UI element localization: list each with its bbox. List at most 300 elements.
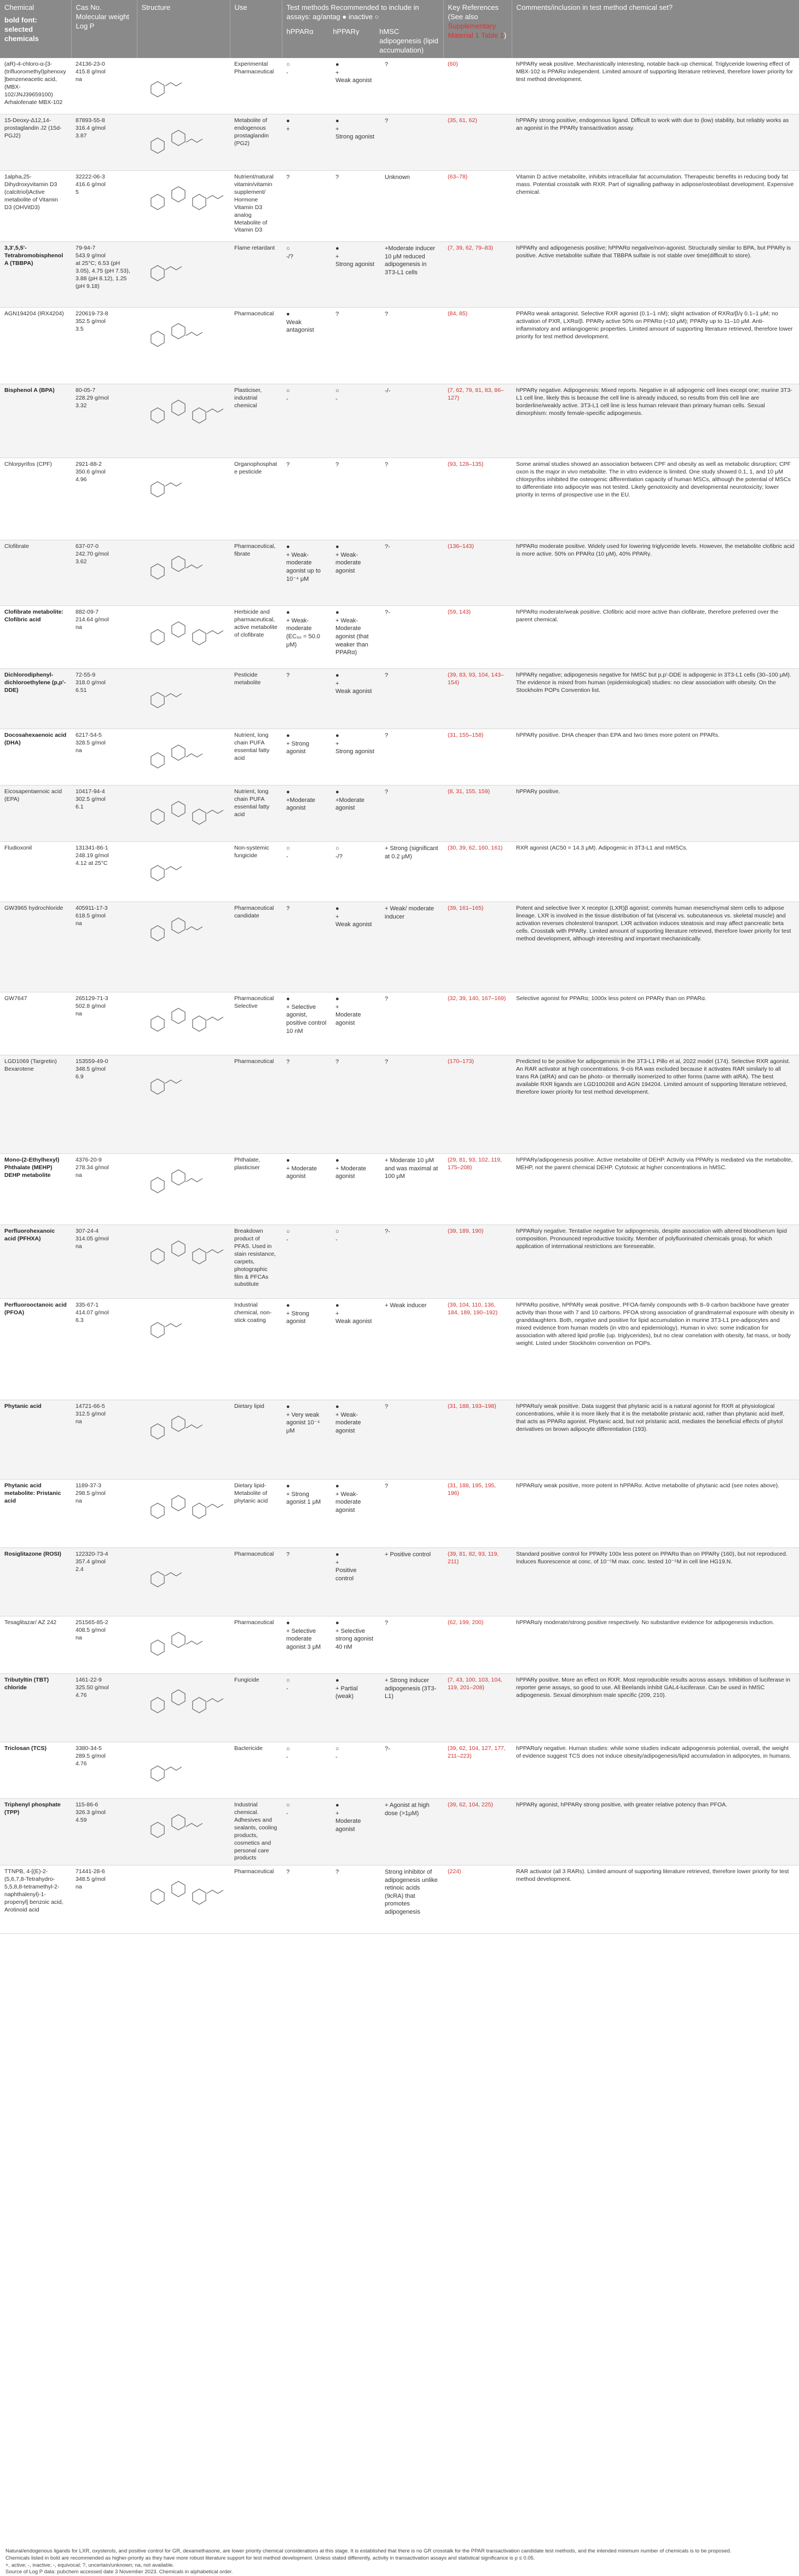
chemical-name: Perfluorooctanoic acid (PFOA) <box>0 1299 71 1400</box>
table-header <box>0 0 799 58</box>
reference-link[interactable]: (60) <box>448 61 458 68</box>
key-references[interactable] <box>443 540 512 606</box>
hppara-result: ? <box>282 171 331 242</box>
hpparg-result: ● + Weak-Moderate agonist (that weaker than PPARα) <box>331 606 380 669</box>
hmsc-result: ? <box>380 458 443 540</box>
reference-link[interactable]: (31, 188, 193–198) <box>448 1403 496 1410</box>
comments-cell: hPPARγ positive. More an effect on RXR. Most reproducible results across assays. Inhibition of luciferase in reporter gene assays, so good to use. All Beelands inhibit GAL4-luciferase. Can be used in hMSC adipogenesis. Sexual dimorphism male specific (209, 210). <box>512 1674 799 1742</box>
chemical-name: Rosiglitazone (ROSI) <box>0 1548 71 1616</box>
cas-mw-logp: 1461-22-9 325.50 g/mol 4.76 <box>71 1674 137 1742</box>
comments-cell: hPPARγ and adipogenesis positive; hPPARα negative/non-agonist. Structurally similar to BPA, but PPARγ is positive. Active metabolite sulfate that TBBPA sulfate is not stable over time(difficult to store). <box>512 242 799 308</box>
key-references[interactable] <box>443 242 512 308</box>
structure-drawing <box>141 310 223 361</box>
structure-cell <box>137 171 230 242</box>
key-references[interactable] <box>443 1154 512 1225</box>
table-row <box>0 785 799 842</box>
structure-drawing <box>141 174 223 224</box>
table-row <box>0 308 799 384</box>
chemical-name: GW7647 <box>0 992 71 1055</box>
reference-link[interactable]: (32, 39, 140, 167–169) <box>448 995 506 1002</box>
hpparg-result: ? <box>331 458 380 540</box>
cas-mw-logp: 335-67-1 414.07 g/mol 6.3 <box>71 1299 137 1400</box>
structure-drawing <box>141 245 223 295</box>
structure-cell <box>137 1865 230 1934</box>
reference-link[interactable]: (7, 43, 100, 103, 104, 119, 201–208) <box>448 1677 502 1691</box>
key-references[interactable] <box>443 669 512 729</box>
reference-link[interactable]: (63–78) <box>448 174 468 181</box>
hppara-result: ● + Moderate agonist <box>282 1154 331 1225</box>
reference-link[interactable]: (84, 85) <box>448 310 468 317</box>
key-references[interactable] <box>443 842 512 902</box>
hpparg-result: ● + Selective strong agonist 40 nM <box>331 1616 380 1674</box>
hmsc-result: + Strong inducer adipogenesis (3T3-L1) <box>380 1674 443 1742</box>
use-cell: Pharmaceutical <box>230 308 282 384</box>
use-cell: Pesticide metabolite <box>230 669 282 729</box>
cas-mw-logp: 1189-37-3 298.5 g/mol na <box>71 1480 137 1548</box>
use-cell: Pharmaceutical <box>230 1616 282 1674</box>
table-row <box>0 1616 799 1674</box>
key-references[interactable] <box>443 1865 512 1934</box>
chemical-name: AGN194204 (IRX4204) <box>0 308 71 384</box>
comments-cell: hPPARα/γ negative. Tentative negative for adipogenesis, despite association with altered blood/serum lipid composition. Pronounced reproductive toxicity. Member of polyfluorinated chemicals group, for which application of international restrictions are foreseeable. <box>512 1225 799 1299</box>
hpparg-result: ● + Strong agonist <box>331 729 380 785</box>
key-references[interactable] <box>443 1299 512 1400</box>
supplementary-link[interactable]: Supplementary Material 1 Table 1 <box>448 21 504 39</box>
header-hpparg: hPPARγ <box>333 27 360 36</box>
hpparg-result: ? <box>331 1055 380 1154</box>
table-body <box>0 58 799 1933</box>
chemical-name: GW3965 hydrochloride <box>0 902 71 992</box>
key-references[interactable] <box>443 729 512 785</box>
cas-mw-logp: 220619-73-8 352.5 g/mol 3.5 <box>71 308 137 384</box>
table-row <box>0 458 799 540</box>
use-cell: Fungicide <box>230 1674 282 1742</box>
hpparg-result: ● + Weak-moderate agonist <box>331 540 380 606</box>
structure-drawing <box>141 61 223 111</box>
comments-cell: hPPARα/γ weak positive, more potent in hPPARα. Active metabolite of phytanic acid (see notes above). <box>512 1480 799 1548</box>
key-references[interactable] <box>443 1548 512 1616</box>
hmsc-result: + Weak inducer <box>380 1299 443 1400</box>
cas-mw-logp: 115-86-6 326.3 g/mol 4.59 <box>71 1799 137 1865</box>
hpparg-result: ● + Moderate agonist <box>331 992 380 1055</box>
chemical-name: Docosahexaenoic acid (DHA) <box>0 729 71 785</box>
reference-link[interactable]: (30, 39, 62, 160, 161) <box>448 845 503 852</box>
hppara-result: ? <box>282 458 331 540</box>
hmsc-result: ? <box>380 1055 443 1154</box>
comments-cell: hPPARα positive, hPPARγ weak positive. PFOA-family compounds with 8–9 carbon backbone have greater activity than those with 7 and 10 carbons. PFOA strong association of grandmaternal exposure with obesity in granddaughters. Both, negative and positive for lipid accumulation in murine 3T3-L1 pre-adipocytes and mixed evidence from human models (in vitro and epidemiology). Human in vivo: some indication for association with altered lipid profile (up. triglycerides), but no clear correlation with obesity, fat mass, or body weight. Listed under Stockholm convention on POPs. <box>512 1299 799 1400</box>
hpparg-result: ● + Moderate agonist <box>331 1799 380 1865</box>
hpparg-result: ? <box>331 1865 380 1934</box>
structure-cell <box>137 606 230 669</box>
structure-drawing <box>141 1745 223 1795</box>
structure-drawing <box>141 1302 223 1352</box>
key-references[interactable] <box>443 1742 512 1799</box>
structure-drawing <box>141 1157 223 1207</box>
key-references[interactable] <box>443 1055 512 1154</box>
chemical-name: (aR)-4-chloro-α-[3-(trifluoromethyl)phenoxy]benzeneacetic acid, (MBX-102/JNJ39659100) Arhalofenate MBX-102 <box>0 58 71 114</box>
footnotes <box>0 2548 799 2576</box>
structure-drawing <box>141 1801 223 1852</box>
structure-cell <box>137 1548 230 1616</box>
key-references[interactable] <box>443 171 512 242</box>
hmsc-result: + Strong (significant at 0.2 μM) <box>380 842 443 902</box>
table-row <box>0 902 799 992</box>
hppara-result: ○ - <box>282 1742 331 1799</box>
cas-mw-logp: 6217-54-5 328.5 g/mol na <box>71 729 137 785</box>
hpparg-result: ● + Weak agonist <box>331 58 380 114</box>
key-references[interactable] <box>443 1400 512 1480</box>
hmsc-result: ? <box>380 992 443 1055</box>
comments-cell: hPPARγ negative. Adipogenesis: Mixed reports. Negative in all adipogenic cell lines except one; murine 3T3-L1 cell line, likely this is because the cell line is already induced, so results from this cell line are borderline/weakly active. 3T3-L1 cell line is less human relevant than primary human cells. Sexual dimorphism: mostly female-specific adipogenesis. <box>512 384 799 458</box>
hppara-result: ● +Moderate agonist <box>282 785 331 842</box>
reference-link[interactable]: (29, 81, 93, 102, 119, 175–208) <box>448 1157 502 1171</box>
structure-drawing <box>141 1619 223 1670</box>
cas-mw-logp: 251565-85-2 408.5 g/mol na <box>71 1616 137 1674</box>
hppara-result: ? <box>282 902 331 992</box>
structure-drawing <box>141 387 223 437</box>
header-structure: Structure <box>137 0 230 58</box>
cas-mw-logp: 14721-66-5 312.5 g/mol na <box>71 1400 137 1480</box>
comments-cell: Potent and selective liver X receptor (LXR)β agonist; commits human mesenchymal stem cells to adipose lineage. LXR is involved in the tissue distribution of fat (visceral vs. subcutaneous vs. skeletal muscle) and activation reverses cholesterol transport. LXR activation induces steatosis and may affect pancreatic beta cells. Crosstalk with PPARγ. Limited amount of supporting literature retrieved, therefore lower priority for test method development, although interesting and important mechanistically. <box>512 902 799 992</box>
table-row <box>0 1299 799 1400</box>
structure-cell <box>137 540 230 606</box>
use-cell: Pharmaceutical <box>230 1865 282 1934</box>
chemical-name: Clofibrate <box>0 540 71 606</box>
key-references[interactable] <box>443 785 512 842</box>
hmsc-result: ?- <box>380 606 443 669</box>
structure-cell <box>137 1480 230 1548</box>
cas-mw-logp: 882-09-7 214.64 g/mol na <box>71 606 137 669</box>
comments-cell: Predicted to be positive for adipogenesis in the 3T3-L1 Pillo et al, 2022 model (174). Selective RXR agonist. An RAR activator at high concentrations. 9-cis RA was excluded because it activates RAR similarly to all trans RA (atRA) and can be photo- or thermally isomerized to other forms (same with atRA). The best available RXR ligands are LGD100268 and AGN 194204. Limited amount of supporting literature retrieved, therefore lower priority for test method development. <box>512 1055 799 1154</box>
hmsc-result: + Weak/ moderate inducer <box>380 902 443 992</box>
structure-cell <box>137 1055 230 1154</box>
structure-cell <box>137 308 230 384</box>
cas-mw-logp: 10417-94-4 302.5 g/mol 6.1 <box>71 785 137 842</box>
key-references[interactable] <box>443 1799 512 1865</box>
header-comments: Comments/inclusion in test method chemical set? <box>512 0 799 58</box>
structure-cell <box>137 1616 230 1674</box>
key-references[interactable] <box>443 606 512 669</box>
chemical-name: 1alpha,25-Dihydroxyvitamin D3 (calcitriol)Active metabolite of Vitamin D3 (OHVitD3) <box>0 171 71 242</box>
use-cell: Dietary lipid <box>230 1400 282 1480</box>
structure-drawing <box>141 788 223 839</box>
use-cell: Industrial chemical, non-stick coating <box>230 1299 282 1400</box>
header-chemical: Chemical bold font: selected chemicals <box>0 0 71 58</box>
use-cell: Nutrient/natural vitamin/vitamin supplement/ Hormone Vitamin D3 analog Metabolite of Vitamin D3 <box>230 171 282 242</box>
comments-cell: hPPARγ strong positive, endogenous ligand. Difficult to work with due to (low) stability, but reliably works as an agonist in the PPARγ transactivation assay. <box>512 114 799 171</box>
hppara-result: ● + Selective agonist, positive control 10 nM <box>282 992 331 1055</box>
header-hmsc: hMSC adipogenesis (lipid accumulation) <box>379 27 438 54</box>
table-row <box>0 1055 799 1154</box>
hpparg-result: ● + Partial (weak) <box>331 1674 380 1742</box>
comments-cell: Selective agonist for PPARα; 1000x less potent on PPARγ than on PPARα. <box>512 992 799 1055</box>
chemical-name: Mono-(2-Ethylhexyl) Phthalate (MEHP) DEHP metabolite <box>0 1154 71 1225</box>
chemical-name: Triphenyl phosphate (TPP) <box>0 1799 71 1865</box>
chemical-name: TTNPB, 4-[(E)-2-(5,6,7,8-Tetrahydro-5,5,8,8-tetramethyl-2-naphthalenyl)-1-propenyl] benzoic acid, Arotinoid acid <box>0 1865 71 1934</box>
reference-link[interactable]: (31, 155–158) <box>448 732 484 739</box>
table-row <box>0 1865 799 1934</box>
comments-cell: Vitamin D active metabolite, inhibits intracellular fat accumulation. Therapeutic benefits in reducing body fat mass. Potential crosstalk with RXR. Part of signalling pathway in adipose/osteoblast development. Expensive chemical. <box>512 171 799 242</box>
table-row <box>0 992 799 1055</box>
chemical-name: Eicosapentaenoic acid (EPA) <box>0 785 71 842</box>
comments-cell: hPPARα moderate/weak positive. Clofibric acid more active than clofibrate, therefore preferred over the parent chemical. <box>512 606 799 669</box>
table-row <box>0 669 799 729</box>
use-cell: Breakdown product of PFAS. Used in stain resistance, carpets, photographic film & PFCAs substitute <box>230 1225 282 1299</box>
structure-cell <box>137 902 230 992</box>
reference-link[interactable]: (39, 189, 190) <box>448 1228 484 1235</box>
use-cell: Pharmaceutical <box>230 1055 282 1154</box>
use-cell: Pharmaceutical <box>230 1548 282 1616</box>
table-row <box>0 1154 799 1225</box>
hmsc-result: + Moderate 10 μM and was maximal at 100 μM <box>380 1154 443 1225</box>
hpparg-result: ● + Weak-moderate agonist <box>331 1400 380 1480</box>
header-use: Use <box>230 0 282 58</box>
structure-cell <box>137 842 230 902</box>
hppara-result: ? <box>282 1865 331 1934</box>
hppara-result: ○ - <box>282 842 331 902</box>
hppara-result: ○ - <box>282 58 331 114</box>
reference-link[interactable]: (170–173) <box>448 1058 474 1065</box>
use-cell: Herbicide and pharmaceutical, active metabolite of clofibrate <box>230 606 282 669</box>
hmsc-result: + Agonist at high dose (>1μM) <box>380 1799 443 1865</box>
header-hppara: hPPARα <box>286 27 314 36</box>
hpparg-result: ● + Strong agonist <box>331 114 380 171</box>
comments-cell: RXR agonist (AC50 = 14.3 μM). Adipogenic in 3T3-L1 and mMSCs. <box>512 842 799 902</box>
reference-link[interactable]: (8, 31, 155, 159) <box>448 788 490 795</box>
reference-link[interactable]: (7, 39, 62, 79–83) <box>448 245 493 252</box>
comments-cell: hPPARα/γ moderate/strong positive respectively. No substantive evidence for adipogenesis induction. <box>512 1616 799 1674</box>
reference-link[interactable]: (136–143) <box>448 543 474 550</box>
structure-drawing <box>141 1868 223 1919</box>
structure-drawing <box>141 1551 223 1601</box>
hppara-result: ? <box>282 1548 331 1616</box>
hmsc-result: Strong inhibitor of adipogenesis unlike retinoic acids (9cRA) that promotes adipogenesis <box>380 1865 443 1934</box>
key-references[interactable] <box>443 308 512 384</box>
hpparg-result: ● + Weak agonist <box>331 1299 380 1400</box>
table-row <box>0 540 799 606</box>
hppara-result: ○ -/? <box>282 242 331 308</box>
hpparg-result: ○ - <box>331 1742 380 1799</box>
chemical-name: Clofibrate metabolite: Clofibric acid <box>0 606 71 669</box>
use-cell: Nutrient, long chain PUFA essential fatty acid <box>230 729 282 785</box>
reference-link[interactable]: (39, 62, 104, 225) <box>448 1801 493 1809</box>
chemical-name: Triclosan (TCS) <box>0 1742 71 1799</box>
cas-mw-logp: 72-55-9 318.0 g/mol 6.51 <box>71 669 137 729</box>
use-cell: Plasticiser, industrial chemical <box>230 384 282 458</box>
chemical-name: Tributyltin (TBT) chloride <box>0 1674 71 1742</box>
structure-drawing <box>141 117 223 168</box>
hpparg-result: ○ -/? <box>331 842 380 902</box>
structure-drawing <box>141 1677 223 1727</box>
hppara-result: ● + Very weak agonist 10⁻⁴ μM <box>282 1400 331 1480</box>
cas-mw-logp: 122320-73-4 357.4 g/mol 2.4 <box>71 1548 137 1616</box>
hmsc-result: ? <box>380 1616 443 1674</box>
structure-drawing <box>141 732 223 782</box>
structure-cell <box>137 729 230 785</box>
structure-cell <box>137 242 230 308</box>
use-cell: Organophosphate pesticide <box>230 458 282 540</box>
structure-cell <box>137 669 230 729</box>
chemical-name: Fludioxonil <box>0 842 71 902</box>
table-row <box>0 114 799 171</box>
cas-mw-logp: 79-94-7 543.9 g/mol at 25°C; 6.53 (pH 3.05), 4.75 (pH 7.53), 3.88 (pH 8.12), 1.25 (pH 9.18) <box>71 242 137 308</box>
cas-mw-logp: 3380-34-5 289.5 g/mol 4.76 <box>71 1742 137 1799</box>
use-cell: Phthalate, plasticiser <box>230 1154 282 1225</box>
hpparg-result: ● + Weak agonist <box>331 669 380 729</box>
chemical-name: Phytanic acid <box>0 1400 71 1480</box>
structure-cell <box>137 1299 230 1400</box>
cas-mw-logp: 2921-88-2 350.6 g/mol 4.96 <box>71 458 137 540</box>
cas-mw-logp: 4376-20-9 278.34 g/mol na <box>71 1154 137 1225</box>
structure-drawing <box>141 1403 223 1453</box>
use-cell: Nutrient, long chain PUFA essential fatty acid <box>230 785 282 842</box>
reference-link[interactable]: (39, 62, 104, 127, 177, 211–223) <box>448 1745 506 1760</box>
reference-link[interactable]: (31, 188, 195, 195, 196) <box>448 1482 496 1497</box>
reference-link[interactable]: (62, 199, 200) <box>448 1619 484 1626</box>
hppara-result: ○ - <box>282 1225 331 1299</box>
structure-drawing <box>141 461 223 511</box>
use-cell: Pharmaceutical candidate <box>230 902 282 992</box>
key-references[interactable] <box>443 458 512 540</box>
table-row <box>0 171 799 242</box>
chemical-name: 15-Deoxy-Δ12,14-prostaglandin J2 (15d-PGJ2) <box>0 114 71 171</box>
comments-cell: Standard positive control for PPARγ 100x less potent on PPARα than on PPARγ (160), but not reproduced. Induces fluorescence at conc. of 10⁻⁵M max. conc. tested 10⁻⁵M in cell line HG19.N. <box>512 1548 799 1616</box>
comments-cell: PPARα weak antagonist. Selective RXR agonist (0.1–1 nM); slight activation of RXRα/β/γ 0.1–1 μM; no activation of PXR, LXRα/β. PPARγ active 50% on PPARα (<10 μM); PPARγ up to 11–10 μM. Anti-inflammatory and antiangiogenic properties. Limited amount of supporting literature retrieved, therefore lower priority for test method development. <box>512 308 799 384</box>
hmsc-result: ? <box>380 58 443 114</box>
reference-link[interactable]: (7, 62, 79, 81, 83, 86–127) <box>448 387 504 402</box>
hppara-result: ○ - <box>282 1799 331 1865</box>
key-references[interactable] <box>443 114 512 171</box>
structure-drawing <box>141 672 223 722</box>
structure-cell <box>137 992 230 1055</box>
table-row <box>0 606 799 669</box>
header-key-references: Key References (See also Supplementary Material 1 Table 1) <box>443 0 512 58</box>
structure-cell <box>137 458 230 540</box>
structure-drawing <box>141 1058 223 1108</box>
key-references[interactable] <box>443 1480 512 1548</box>
key-references[interactable] <box>443 1616 512 1674</box>
key-references[interactable] <box>443 384 512 458</box>
structure-drawing <box>141 1228 223 1278</box>
cas-mw-logp: 32222-06-3 416.6 g/mol 5 <box>71 171 137 242</box>
hpparg-result: ● + Positive control <box>331 1548 380 1616</box>
hppara-result: ● + Selective moderate agonist 3 μM <box>282 1616 331 1674</box>
comments-cell: hPPARγ negative; adipogenesis negative for hMSC but p,p'-DDE is adipogenic in 3T3-L1 cells (30–100 μM). The evidence is mixed from human (epidemiological) studies: no clear association with obesity. On the Stockholm POPs Convention list. <box>512 669 799 729</box>
use-cell: Industrial chemical. Adhesives and sealants, cooling products, cosmetics and personal care products <box>230 1799 282 1865</box>
reference-link[interactable]: (39, 83, 93, 104, 143–154) <box>448 672 504 686</box>
hppara-result: ○ - <box>282 1674 331 1742</box>
reference-link[interactable]: (59, 143) <box>448 609 471 616</box>
table-row <box>0 58 799 114</box>
hmsc-result: ? <box>380 1480 443 1548</box>
hpparg-result: ● + Moderate agonist <box>331 1154 380 1225</box>
cas-mw-logp: 71441-28-6 348.5 g/mol na <box>71 1865 137 1934</box>
comments-cell: hPPARα moderate positive. Widely used for lowering triglyceride levels. However, the metabolite clofibric acid is more active. 50% on PPARα (10 μM), 40% PPARγ. <box>512 540 799 606</box>
structure-drawing <box>141 543 223 593</box>
hppara-result: ● + Weak-moderate (EC₅₀ = 50.0 μM) <box>282 606 331 669</box>
hpparg-result: ● +Moderate agonist <box>331 785 380 842</box>
cas-mw-logp: 24136-23-0 415.8 g/mol na <box>71 58 137 114</box>
structure-drawing <box>141 995 223 1046</box>
header-test-methods: Test methods Recommended to include in assays: ag/antag ● inactive ○ hPPARα hPPARγ hMSC adipogenesis (lipid accumulation) <box>282 0 443 58</box>
hppara-result: ? <box>282 669 331 729</box>
hppara-result: ● + Weak-moderate agonist up to 10⁻⁴ μM <box>282 540 331 606</box>
reference-link[interactable]: (35, 61, 62) <box>448 117 477 124</box>
hppara-result: ? <box>282 1055 331 1154</box>
cas-mw-logp: 637-07-0 242.70 g/mol 3.62 <box>71 540 137 606</box>
key-references[interactable] <box>443 902 512 992</box>
chemical-name: Phytanic acid metabolite: Pristanic acid <box>0 1480 71 1548</box>
table-row <box>0 1548 799 1616</box>
cas-mw-logp: 153559-49-0 348.5 g/mol 6.9 <box>71 1055 137 1154</box>
cas-mw-logp: 131341-86-1 248.19 g/mol 4.12 at 25°C <box>71 842 137 902</box>
footnote-3: +, active; -, inactive; -, equivocal; ?, uncertain/unknown; na, not available. <box>5 2562 175 2568</box>
cas-mw-logp: 265129-71-3 502.8 g/mol na <box>71 992 137 1055</box>
key-references[interactable] <box>443 58 512 114</box>
reference-link[interactable]: (39, 81, 82, 93, 119, 211) <box>448 1551 499 1566</box>
key-references[interactable] <box>443 1225 512 1299</box>
reference-link[interactable]: (39, 104, 110, 136, 184, 189, 190–192) <box>448 1302 498 1316</box>
structure-drawing <box>141 609 223 659</box>
structure-cell <box>137 1674 230 1742</box>
key-references[interactable] <box>443 992 512 1055</box>
footnote-1: Natural/endogenous ligands for LXR, oxysterols, and positive control for GR, dexamethasone, are lower priority chemical considerations at this stage. It is established that there is no GR crosstalk for the PPAR transactivation candidate test methods, and the intended minimum number of chemicals is to be proposed. <box>5 2548 732 2554</box>
structure-drawing <box>141 905 223 955</box>
use-cell: Experimental Pharmaceutical <box>230 58 282 114</box>
hmsc-result: ? <box>380 114 443 171</box>
structure-drawing <box>141 845 223 895</box>
structure-cell <box>137 1799 230 1865</box>
structure-cell <box>137 114 230 171</box>
key-references[interactable] <box>443 1674 512 1742</box>
table-row <box>0 1799 799 1865</box>
comments-cell: hPPARγ positive. <box>512 785 799 842</box>
comments-cell: Some animal studies showed an association between CPF and obesity as well as metabolic disruption; CPF oxon is the major in vivo metabolite. The in vitro evidence is limited. One study showed 0.1, 1, and 10 μM chlorpyrifos inhibited the osteogenic differentiation capacity of human MSCs, although the potential of MSCs to differentiate into adipocyte was not tested. Likely genotoxicity and developmental neurotoxicity; lower priority in terms of prospective use in the EU. <box>512 458 799 540</box>
reference-link[interactable]: (93, 128–135) <box>448 461 484 468</box>
reference-link[interactable]: (224) <box>448 1868 461 1875</box>
chemical-name: Bisphenol A (BPA) <box>0 384 71 458</box>
use-cell: Bactericide <box>230 1742 282 1799</box>
hppara-result: ○ - <box>282 384 331 458</box>
hpparg-result: ? <box>331 171 380 242</box>
table-row <box>0 1480 799 1548</box>
hppara-result: ● Weak antagonist <box>282 308 331 384</box>
use-cell: Dietary lipid-Metabolite of phytanic acid <box>230 1480 282 1548</box>
footnote-4: Source of Log P data: pubchem accessed date 3 November 2023. Chemicals in alphabetical order. <box>5 2569 233 2575</box>
structure-cell <box>137 1742 230 1799</box>
structure-cell <box>137 1225 230 1299</box>
hmsc-result: ? <box>380 785 443 842</box>
hppara-result: ● + Strong agonist <box>282 729 331 785</box>
comments-cell: hPPARα/γ negative. Human studies: while some studies indicate adipogenesis potential, overall, the weight of evidence suggest TCS does not induce obesity/adipogenesis/lipid accumulation in adipocytes, in humans. <box>512 1742 799 1799</box>
reference-link[interactable]: (39, 161–165) <box>448 905 484 912</box>
hmsc-result: +Moderate inducer 10 μM reduced adipogenesis in 3T3-L1 cells <box>380 242 443 308</box>
hmsc-result: ? <box>380 669 443 729</box>
table-row <box>0 1400 799 1480</box>
table-row <box>0 842 799 902</box>
chemical-name: Chlorpyrifos (CPF) <box>0 458 71 540</box>
hpparg-result: ○ - <box>331 384 380 458</box>
hppara-result: ● + Strong agonist <box>282 1299 331 1400</box>
use-cell: Flame retardant <box>230 242 282 308</box>
cas-mw-logp: 87893-55-8 316.4 g/mol 3.87 <box>71 114 137 171</box>
chemical-name: Tesaglitazar/ AZ 242 <box>0 1616 71 1674</box>
structure-cell <box>137 58 230 114</box>
hpparg-result: ● + Weak-moderate agonist <box>331 1480 380 1548</box>
chemical-name: Perfluorohexanoic acid (PFHXA) <box>0 1225 71 1299</box>
table-row <box>0 729 799 785</box>
hmsc-result: ?- <box>380 1225 443 1299</box>
